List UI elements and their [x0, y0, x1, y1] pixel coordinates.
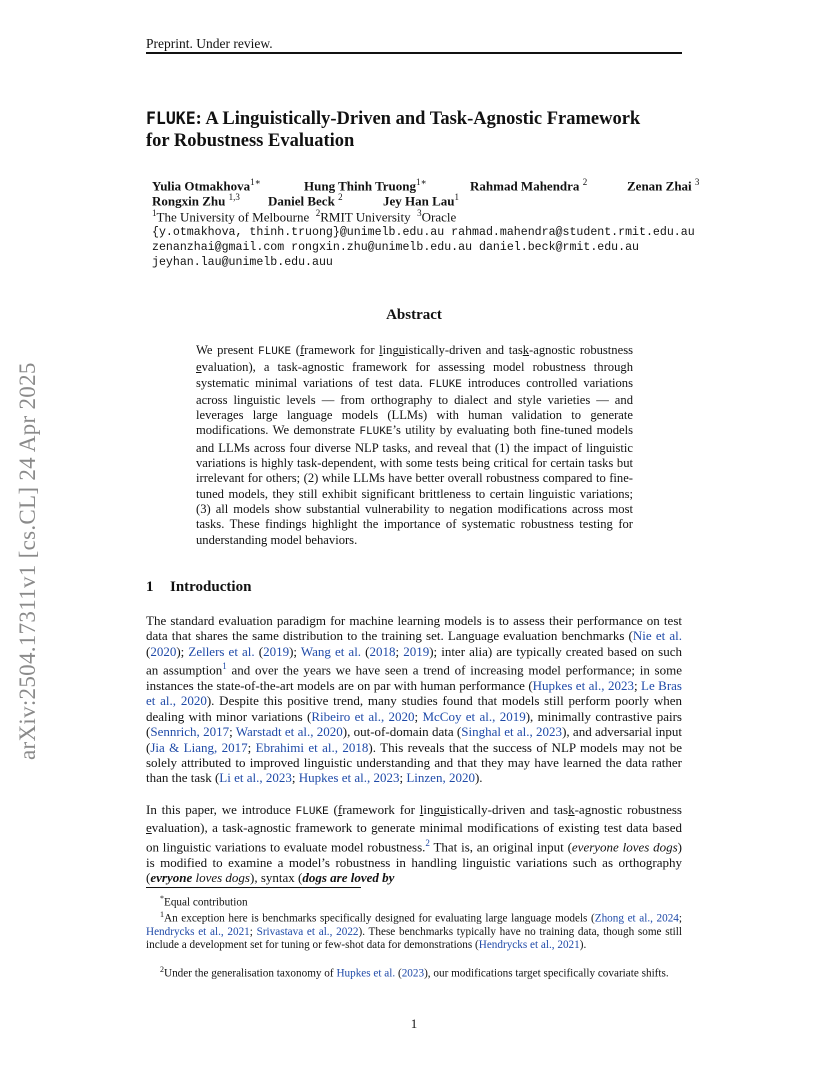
email-line[interactable]: {y.otmakhova, thinh.truong}@unimelb.edu.au rahmad.mahendra@student.rmit.edu.au: [152, 226, 695, 239]
author: Hung Thinh Truong$^{1∗}$: [304, 177, 427, 194]
affiliations: $^1$The University of Melbourne $^2$RMIT University $^3$Oracle: [152, 208, 457, 225]
footnote-equal: *Equal contribution: [160, 894, 248, 909]
author: Jey Han Lau$^1$: [383, 192, 460, 209]
author: Zenan Zhai $^3$: [627, 177, 700, 194]
running-header: Preprint. Under review.: [146, 36, 273, 51]
abstract-body: We present FLUKE (framework for linguistically-driven and task-agnostic robustness evaluation), a task-agnostic framework for assessing model robustness through systematic minimal variations of test data. FLUKE introduces controlled variations across linguistic levels — from orthography to dialect and style varieties — and leverages large language models (LLMs) with human validation to generate modifications. We demonstrate FLUKE’s utility by evaluating both fine-tuned models and LLMs across four diverse NLP tasks, and reveal that (1) the impact of linguistic variations is highly task-dependent, with some tests being critical for certain tasks but irrelevant for others; (2) while LLMs have better overall robustness compared to fine-tuned models, they still exhibit significant brittleness to certain linguistic variations; (3) all models show substantial vulnerability to negation modifications across most tasks. These findings highlight the importance of systematic robustness testing for understanding model behaviors.: [196, 343, 634, 547]
page-number: 1: [410, 1016, 418, 1031]
email-line[interactable]: zenanzhai@gmail.com rongxin.zhu@unimelb.edu.au daniel.beck@rmit.edu.au: [152, 241, 640, 254]
header-rule: [146, 52, 682, 54]
paper-title: [146, 108, 706, 152]
abstract-heading: Abstract: [386, 307, 442, 323]
section-number: 1: [146, 579, 154, 595]
author: Rahmad Mahendra $^2$: [470, 177, 588, 194]
intro-paragraph-2: In this paper, we introduce FLUKE (framework for linguistically-driven and task-agnostic robustness evaluation), a task-agnostic framework to generate minimal modifications of existing test data based on linguistic variations to evaluate model robustness.$^2$ That is, an original input (everyone loves dogs) is modified to examine a model’s robustness in handling linguistic variations such as orthography (evryone loves dogs), syntax (dogs are loved by: [146, 802, 682, 885]
section-title: Introduction: [170, 579, 252, 595]
arxiv-identifier[interactable]: arXiv:2504.17311v1 [cs.CL] 24 Apr 2025: [15, 362, 40, 760]
author: Daniel Beck $^2$: [268, 192, 343, 209]
footnote-1: $^1$An exception here is benchmarks specifically designed for evaluating large language models (Zhong et al., 2024; Hendrycks et al., 2021; Srivastava et al., 2022). These benchmarks typically have no training data, though some still include a development set for tuning or few-shot data for demonstrations (Hendrycks et al., 2021).: [146, 910, 683, 952]
footnote-2: $^2$Under the generalisation taxonomy of Hupkes et al. (2023), our modifications target specifically covariate shifts.: [160, 965, 669, 980]
title-prefix: FLUKE: [146, 109, 196, 128]
email-line[interactable]: jeyhan.lau@unimelb.edu.auu: [152, 256, 333, 269]
author: Rongxin Zhu $^{1,3}$: [152, 192, 240, 209]
footnote-rule: [146, 887, 361, 888]
title-rest: : A Linguistically-Driven and Task-Agnostic Framework: [195, 109, 641, 129]
title-line2: for Robustness Evaluation: [146, 131, 355, 151]
intro-paragraph-1: The standard evaluation paradigm for machine learning models is to assess their performance on test data that shares the same distribution to the training set. Language evaluation benchmarks (Nie et al. (2020); Zellers et al. (2019); Wang et al. (2018; 2019); inter alia) are typically created based on such an assumption$^1$ and over the years we have seen a trend of increasing model performance; in some instances the state-of-the-art models are on par with human performance (Hupkes et al., 2023; Le Bras et al., 2020). Despite this positive trend, many studies found that models still perform poorly when dealing with minor variations (Ribeiro et al., 2020; McCoy et al., 2019), minimally contrastive pairs (Sennrich, 2017; Warstadt et al., 2020), out-of-domain data (Singhal et al., 2023), and adversarial input (Jia & Liang, 2017; Ebrahimi et al., 2018). This reveals that the success of NLP models may not be solely attributed to improved linguistic understanding and that they may have learned the data rather than the task (Li et al., 2023; Hupkes et al., 2023; Linzen, 2020).: [146, 613, 683, 786]
author: Yulia Otmakhova$^{1∗}$: [152, 177, 261, 194]
